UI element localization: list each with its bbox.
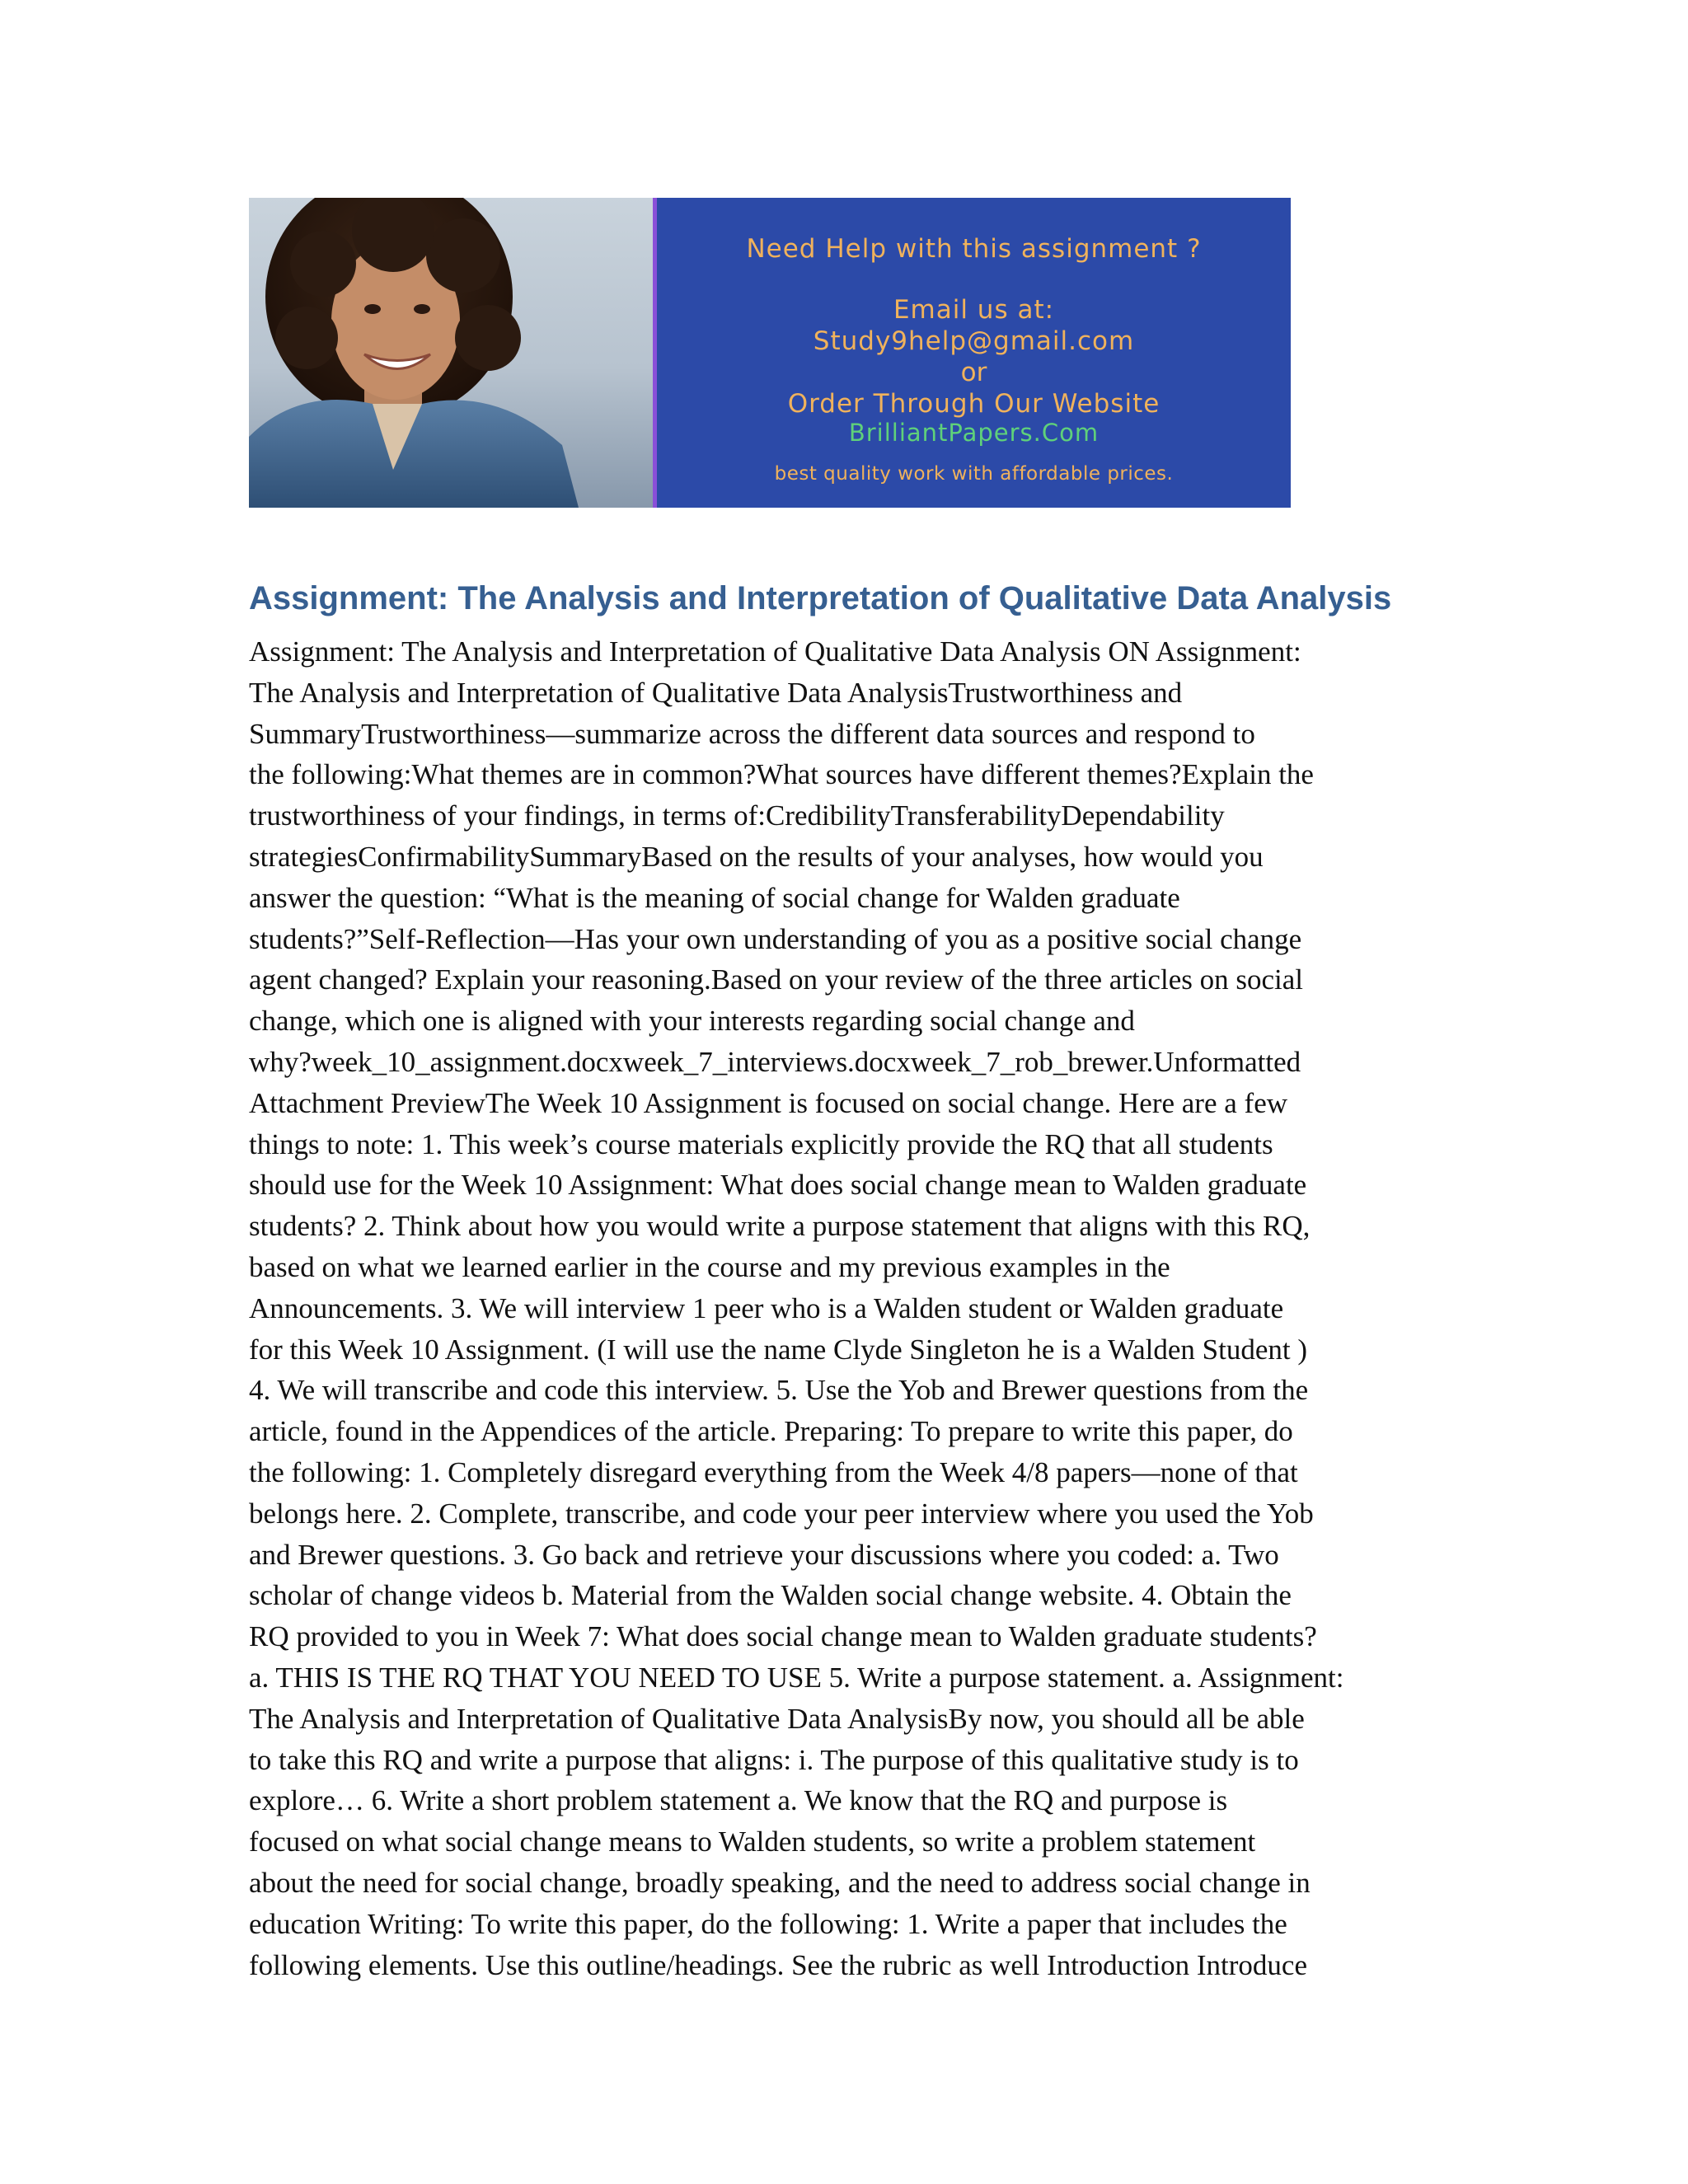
student-photo-illustration bbox=[249, 198, 653, 508]
body-line: belongs here. 2. Complete, transcribe, and code your peer interview where you used the Yob bbox=[249, 1497, 1314, 1530]
body-line: scholar of change videos b. Material from the Walden social change website. 4. Obtain the bbox=[249, 1579, 1292, 1612]
body-line: Assignment: The Analysis and Interpretation of Qualitative Data Analysis ON Assignment: bbox=[249, 635, 1301, 668]
promo-banner[interactable] bbox=[249, 198, 1291, 508]
body-line: for this Week 10 Assignment. (I will use the name Clyde Singleton he is a Walden Student ) bbox=[249, 1333, 1307, 1366]
body-line: RQ provided to you in Week 7: What does social change mean to Walden graduate students? bbox=[249, 1620, 1317, 1653]
document-title: Assignment: The Analysis and Interpretation of Qualitative Data Analysis bbox=[249, 580, 1392, 616]
body-line: focused on what social change means to Walden students, so write a problem statement bbox=[249, 1825, 1256, 1858]
body-line: article, found in the Appendices of the article. Preparing: To prepare to write this paper, do bbox=[249, 1415, 1293, 1448]
promo-tagline: best quality work with affordable prices. bbox=[774, 463, 1174, 485]
body-line: The Analysis and Interpretation of Qualitative Data AnalysisTrustworthiness and bbox=[249, 676, 1183, 709]
body-line: answer the question: “What is the meaning of social change for Walden graduate bbox=[249, 881, 1180, 914]
body-line: students? 2. Think about how you would write a purpose statement that aligns with this RQ, bbox=[249, 1210, 1311, 1243]
body-line: the following:What themes are in common?What sources have different themes?Explain the bbox=[249, 758, 1314, 791]
body-line: Announcements. 3. We will interview 1 peer who is a Walden student or Walden graduate bbox=[249, 1291, 1284, 1324]
promo-email-label: Email us at: bbox=[893, 295, 1055, 325]
body-line: Attachment PreviewThe Week 10 Assignment is focused on social change. Here are a few bbox=[249, 1086, 1287, 1119]
promo-panel bbox=[657, 198, 1291, 508]
body-line: students?”Self-Reflection—Has your own understanding of you as a positive social change bbox=[249, 922, 1302, 955]
body-line: to take this RQ and write a purpose that aligns: i. The purpose of this qualitative study is to bbox=[249, 1743, 1299, 1776]
document-body bbox=[249, 631, 1452, 1985]
body-line: the following: 1. Completely disregard everything from the Week 4/8 papers—none of that bbox=[249, 1455, 1298, 1488]
promo-or: or bbox=[960, 358, 987, 387]
body-line: strategiesConfirmabilitySummaryBased on the results of your analyses, how would you bbox=[249, 840, 1264, 873]
body-line: following elements. Use this outline/headings. See the rubric as well Introduction Introduce bbox=[249, 1948, 1307, 1981]
body-line: education Writing: To write this paper, do the following: 1. Write a paper that includes the bbox=[249, 1907, 1287, 1940]
body-line: a. THIS IS THE RQ THAT YOU NEED TO USE 5. Write a purpose statement. a. Assignment: bbox=[249, 1661, 1344, 1694]
body-line: agent changed? Explain your reasoning.Based on your review of the three articles on social bbox=[249, 963, 1303, 996]
promo-website-link[interactable]: BrilliantPapers.Com bbox=[848, 419, 1100, 447]
promo-email-link[interactable]: Study9help@gmail.com bbox=[813, 326, 1135, 356]
promo-headline: Need Help with this assignment ? bbox=[746, 234, 1202, 264]
body-line: about the need for social change, broadly speaking, and the need to address social change in bbox=[249, 1866, 1311, 1899]
body-line: change, which one is aligned with your interests regarding social change and bbox=[249, 1005, 1135, 1038]
body-line: 4. We will transcribe and code this interview. 5. Use the Yob and Brewer questions from the bbox=[249, 1374, 1309, 1407]
body-line: SummaryTrustworthiness—summarize across the different data sources and respond to bbox=[249, 717, 1255, 750]
body-line: explore… 6. Write a short problem statement a. We know that the RQ and purpose is bbox=[249, 1784, 1228, 1817]
body-line: should use for the Week 10 Assignment: What does social change mean to Walden graduate bbox=[249, 1169, 1307, 1202]
body-line: things to note: 1. This week’s course materials explicitly provide the RQ that all students bbox=[249, 1127, 1273, 1160]
promo-order-text: Order Through Our Website bbox=[787, 389, 1160, 419]
body-line: trustworthiness of your findings, in terms of:CredibilityTransferabilityDependability bbox=[249, 799, 1225, 832]
body-line: why?week_10_assignment.docxweek_7_interviews.docxweek_7_rob_brewer.Unformatted bbox=[249, 1045, 1301, 1078]
body-line: based on what we learned earlier in the course and my previous examples in the bbox=[249, 1250, 1170, 1283]
body-line: and Brewer questions. 3. Go back and retrieve your discussions where you coded: a. Two bbox=[249, 1538, 1279, 1571]
banner-photo bbox=[249, 198, 653, 508]
body-line: The Analysis and Interpretation of Qualitative Data AnalysisBy now, you should all be able bbox=[249, 1702, 1305, 1735]
